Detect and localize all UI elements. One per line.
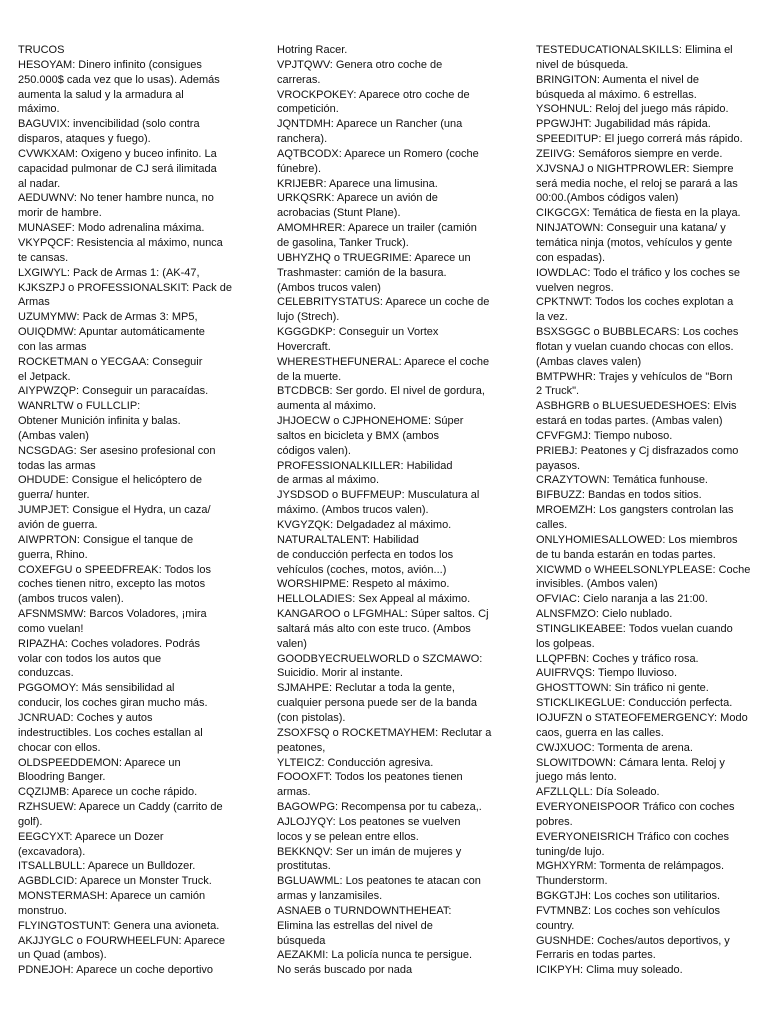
text-line: (con pistolas). — [277, 711, 346, 724]
text-line: como vuelan! — [18, 622, 84, 635]
text-line: PGGOMOY: Más sensibilidad al — [18, 682, 175, 695]
text-line: el Jetpack. — [18, 370, 71, 383]
text-line: NCSGDAG: Ser asesino profesional con — [18, 444, 216, 457]
text-line: PROFESSIONALKILLER: Habilidad — [277, 459, 453, 472]
text-line: IOJUFZN o STATEOFEMERGENCY: Modo — [536, 711, 748, 724]
text-line: JCNRUAD: Coches y autos — [18, 711, 153, 724]
text-line: 2 Truck". — [536, 385, 580, 398]
text-line: XICWMD o WHEELSONLYPLEASE: Coche — [536, 563, 751, 576]
text-line: 00:00.(Ambos códigos valen) — [536, 192, 679, 205]
text-line: EVERYONEISRICH Tráfico con coches — [536, 830, 729, 843]
text-column-3 — [536, 43, 752, 978]
text-line: HELLOLADIES: Sex Appeal al máximo. — [277, 593, 471, 606]
text-line: VROCKPOKEY: Aparece otro coche de — [277, 88, 470, 101]
text-column-2 — [277, 43, 497, 978]
text-line: VKYPQCF: Resistencia al máximo, nunca — [18, 236, 223, 249]
text-line: AIYPWZQP: Conseguir un paracaídas. — [18, 385, 209, 398]
text-line: CIKGCGX: Temática de fiesta en la playa. — [536, 207, 741, 220]
text-line: ALNSFMZO: Cielo nublado. — [536, 608, 673, 621]
text-line: KGGGDKP: Conseguir un Vortex — [277, 326, 439, 339]
text-line: JYSDSOD o BUFFMEUP: Musculatura al — [277, 489, 480, 502]
text-line: GUSNHDE: Coches/autos deportivos, y — [536, 934, 730, 947]
text-line: NINJATOWN: Conseguir una katana/ y — [536, 222, 726, 235]
text-line: BMTPWHR: Trajes y vehículos de "Born — [536, 370, 733, 383]
text-line: KJKSZPJ o PROFESSIONALSKIT: Pack de — [18, 281, 232, 294]
text-line: caos, guerra en las calles. — [536, 726, 664, 739]
text-line: BAGOWPG: Recompensa por tu cabeza,. — [277, 801, 482, 814]
text-line: PRIEBJ: Peatones y Cj disfrazados como — [536, 444, 739, 457]
text-line: Suicidio. Morir al instante. — [277, 667, 403, 680]
text-line: AMOMHRER: Aparece un trailer (camión — [277, 222, 477, 235]
text-line: JUMPJET: Consigue el Hydra, un caza/ — [18, 504, 211, 517]
text-line: Thunderstorm. — [536, 875, 608, 888]
text-line: golf). — [18, 815, 43, 828]
text-line: Elimina las estrellas del nivel de — [277, 919, 433, 932]
text-line: fúnebre). — [277, 162, 322, 175]
text-line: todas las armas — [18, 459, 96, 472]
text-line: temática ninja (motos, vehículos y gente — [536, 236, 733, 249]
text-line: FOOOXFT: Todos los peatones tienen — [277, 771, 463, 784]
text-line: conducir, los coches giran mucho más. — [18, 697, 208, 710]
text-line: (excavadora). — [18, 845, 86, 858]
text-line: CFVFGMJ: Tiempo nuboso. — [536, 429, 673, 442]
text-line: te cansas. — [18, 251, 69, 264]
text-line: MROEMZH: Los gangsters controlan las — [536, 504, 734, 517]
text-line: calles. — [536, 519, 568, 531]
text-line: MONSTERMASH: Aparece un camión — [18, 890, 206, 903]
text-line: JQNTDMH: Aparece un Rancher (una — [277, 118, 463, 131]
text-line: ZEIIVG: Semáforos siempre en verde. — [536, 147, 723, 160]
text-line: competición. — [277, 103, 339, 116]
text-line: VPJTQWV: Genera otro coche de — [277, 58, 443, 71]
text-line: carreras. — [277, 73, 321, 86]
text-line: CELEBRITYSTATUS: Aparece un coche de — [277, 296, 490, 309]
text-line: vuelven negros. — [536, 281, 614, 294]
text-line: guerra/ hunter. — [18, 489, 90, 502]
text-line: peatones, — [277, 741, 326, 754]
text-line: cualquier persona puede ser de la banda — [277, 697, 477, 710]
text-line: acrobacias (Stunt Plane). — [277, 207, 401, 220]
text-line: PDNEJOH: Aparece un coche deportivo — [18, 964, 214, 977]
text-line: con espadas). — [536, 251, 606, 264]
text-line: BTCDBCB: Ser gordo. El nivel de gordura, — [277, 385, 485, 398]
text-line: aumenta la salud y la armadura al — [18, 88, 184, 101]
text-line: la vez. — [536, 311, 568, 324]
text-line: morir de hambre. — [18, 207, 102, 220]
text-line: ONLYHOMIESALLOWED: Los miembros — [536, 533, 738, 546]
text-line: chocar con ellos. — [18, 741, 101, 754]
text-line: RIPAZHA: Coches voladores. Podrás — [18, 637, 200, 650]
text-line: armas. — [277, 786, 311, 799]
text-line: AIWPRTON: Consigue el tanque de — [18, 533, 194, 546]
text-line: ranchera). — [277, 133, 328, 146]
text-line: payasos. — [536, 459, 581, 472]
text-line: de la muerte. — [277, 370, 342, 383]
text-line: GHOSTTOWN: Sin tráfico ni gente. — [536, 682, 709, 695]
text-line: PPGWJHT: Jugabilidad más rápida. — [536, 118, 711, 131]
text-line: estará en todas partes. (Ambas valen) — [536, 415, 723, 428]
text-line: FLYINGTOSTUNT: Genera una avioneta. — [18, 919, 220, 932]
text-line: URKQSRK: Aparece un avión de — [277, 192, 438, 205]
text-line: será media noche, el reloj se parará a las — [536, 177, 738, 190]
text-line: máximo. (Ambos trucos valen). — [277, 504, 429, 517]
text-line: locos y se pelean entre ellos. — [277, 830, 419, 843]
text-line: ZSOXFSQ o ROCKETMAYHEM: Reclutar a — [277, 726, 492, 739]
text-line: CRAZYTOWN: Temática funhouse. — [536, 474, 708, 487]
text-line: Hovercraft. — [277, 340, 331, 353]
text-line: STICKLIKEGLUE: Conducción perfecta. — [536, 697, 733, 710]
text-line: AFSNMSMW: Barcos Voladores, ¡mira — [18, 608, 207, 621]
text-line: BRINGITON: Aumenta el nivel de — [536, 73, 700, 86]
text-line: country. — [536, 919, 575, 932]
text-line: KRIJEBR: Aparece una limusina. — [277, 177, 438, 190]
text-line: LLQPFBN: Coches y tráfico rosa. — [536, 652, 699, 665]
text-line: ASNAEB o TURNDOWNTHEHEAT: — [277, 904, 452, 917]
text-line: EEGCYXT: Aparece un Dozer — [18, 830, 164, 843]
text-line: (Ambos trucos valen) — [277, 281, 381, 294]
text-line: TESTEDUCATIONALSKILLS: Elimina el — [536, 44, 733, 56]
text-line: MUNASEF: Modo adrenalina máxima. — [18, 222, 205, 235]
text-line: búsqueda al máximo. 6 estrellas. — [536, 88, 697, 101]
text-line: indestructibles. Los coches estallan al — [18, 726, 203, 739]
text-line: NATURALTALENT: Habilidad — [277, 533, 419, 546]
text-line: BSXSGGC o BUBBLECARS: Los coches — [536, 326, 739, 339]
text-line: juego más lento. — [536, 771, 617, 784]
text-line: MGHXYRM: Tormenta de relámpagos. — [536, 860, 725, 873]
text-line: HESOYAM: Dinero infinito (consigues — [18, 58, 202, 71]
text-line: CQZIJMB: Aparece un coche rápido. — [18, 786, 198, 799]
text-line: BGKGTJH: Los coches son utilitarios. — [536, 890, 721, 903]
text-line: al nadar. — [18, 177, 61, 190]
text-line: un Quad (ambos). — [18, 949, 107, 962]
text-line: COXEFGU o SPEEDFREAK: Todos los — [18, 563, 211, 576]
text-line: STINGLIKEABEE: Todos vuelan cuando — [536, 622, 733, 635]
text-line: BGLUAWML: Los peatones te atacan con — [277, 875, 481, 888]
text-line: tuning/de lujo. — [536, 845, 605, 858]
text-line: UBHYZHQ o TRUEGRIME: Aparece un — [277, 251, 471, 264]
text-line: prostitutas. — [277, 860, 331, 873]
text-line: AQTBCODX: Aparece un Romero (coche — [277, 147, 479, 160]
text-line: avión de guerra. — [18, 519, 98, 531]
text-line: YLTEICZ: Conducción agresiva. — [277, 756, 434, 769]
text-line: saltos en bicicleta y BMX (ambos — [277, 429, 440, 442]
text-line: ROCKETMAN o YECGAA: Conseguir — [18, 355, 203, 368]
text-line: CWJXUOC: Tormenta de arena. — [536, 741, 693, 754]
text-column-1 — [18, 43, 250, 978]
text-line: BIFBUZZ: Bandas en todos sitios. — [536, 489, 702, 502]
text-line: AUIFRVQS: Tiempo lluvioso. — [536, 667, 678, 680]
text-line: de conducción perfecta en todos los — [277, 548, 454, 561]
text-line: AEDUWNV: No tener hambre nunca, no — [18, 192, 214, 205]
text-line: AKJJYGLC o FOURWHEELFUN: Aparece — [18, 934, 226, 947]
text-line: GOODBYECRUELWORLD o SZCMAWO: — [277, 652, 483, 665]
text-line: valen) — [277, 637, 307, 650]
text-line: lujo (Strech). — [277, 311, 340, 324]
text-line: (Ambas claves valen) — [536, 355, 642, 368]
text-line: WORSHIPME: Respeto al máximo. — [277, 578, 450, 591]
text-line: CPKTNWT: Todos los coches explotan a — [536, 296, 734, 309]
text-line: de tu banda estarán en todas partes. — [536, 548, 716, 561]
text-line: SPEEDITUP: El juego correrá más rápido. — [536, 133, 743, 146]
text-line: Obtener Munición infinita y balas. — [18, 415, 181, 428]
text-line: Ferraris en todas partes. — [536, 949, 656, 962]
text-line: volar con todos los autos que — [18, 652, 162, 665]
text-line: máximo. — [18, 103, 60, 116]
text-line: vehículos (coches, motos, avión...) — [277, 563, 447, 576]
text-line: JHJOECW o CJPHONEHOME: Súper — [277, 415, 464, 428]
text-line: de armas al máximo. — [277, 474, 380, 487]
text-line: códigos valen). — [277, 444, 351, 457]
text-line: Armas — [18, 296, 50, 309]
text-line: BAGUVIX: invencibilidad (solo contra — [18, 118, 200, 131]
text-line: UZUMYMW: Pack de Armas 3: MP5, — [18, 311, 198, 324]
text-line: invisibles. (Ambos valen) — [536, 578, 658, 591]
text-line: coches tienen nitro, excepto las motos — [18, 578, 206, 591]
text-line: EVERYONEISPOOR Tráfico con coches — [536, 801, 735, 814]
text-line: capacidad pulmonar de CJ será ilimitada — [18, 162, 217, 175]
text-line: LXGIWYL: Pack de Armas 1: (AK-47, — [18, 266, 200, 279]
text-line: WANRLTW o FULLCLIP: — [18, 400, 141, 413]
text-line: BEKKNQV: Ser un imán de mujeres y — [277, 845, 462, 858]
text-line: de gasolina, Tanker Truck). — [277, 236, 409, 249]
text-line: AEZAKMI: La policía nunca te persigue. — [277, 949, 473, 962]
text-line: (ambos trucos valen). — [18, 593, 124, 606]
text-line: SLOWITDOWN: Cámara lenta. Reloj y — [536, 756, 725, 769]
text-line: No serás buscado por nada — [277, 964, 413, 977]
text-line: (Ambas valen) — [18, 429, 89, 442]
text-line: armas y lanzamisiles. — [277, 890, 383, 903]
text-line: OHDUDE: Consigue el helicóptero de — [18, 474, 203, 487]
text-line: conduzcas. — [18, 667, 74, 680]
text-line: OLDSPEEDDEMON: Aparece un — [18, 756, 181, 769]
text-line: CVWKXAM: Oxigeno y buceo infinito. La — [18, 147, 217, 160]
text-line: AGBDLCID: Aparece un Monster Truck. — [18, 875, 212, 888]
text-line: YSOHNUL: Reloj del juego más rápido. — [536, 103, 729, 116]
text-line: guerra, Rhino. — [18, 548, 88, 561]
text-line: OFVIAC: Cielo naranja a las 21:00. — [536, 593, 708, 606]
text-line: ICIKPYH: Clima muy soleado. — [536, 964, 683, 977]
text-line: IOWDLAC: Todo el tráfico y los coches se — [536, 266, 740, 279]
text-line: KVGYZQK: Delgadadez al máximo. — [277, 519, 452, 531]
text-line: AFZLLQLL: Día Soleado. — [536, 786, 660, 799]
text-line: aumenta al máximo. — [277, 400, 377, 413]
text-line: disparos, ataques y fuego). — [18, 133, 151, 146]
text-line: Trashmaster: camión de la basura. — [277, 266, 447, 279]
text-line: con las armas — [18, 340, 87, 353]
text-line: saltará más alto con este truco. (Ambos — [277, 622, 471, 635]
text-line: TRUCOS — [18, 44, 65, 56]
text-line: flotan y vuelan cuando chocas con ellos. — [536, 340, 734, 353]
text-line: nivel de búsqueda. — [536, 58, 629, 71]
text-line: los golpeas. — [536, 637, 595, 650]
text-line: WHERESTHEFUNERAL: Aparece el coche — [277, 355, 490, 368]
text-line: KANGAROO o LFGMHAL: Súper saltos. Cj — [277, 608, 489, 621]
text-line: FVTMNBZ: Los coches son vehículos — [536, 904, 721, 917]
text-line: SJMAHPE: Reclutar a toda la gente, — [277, 682, 455, 695]
text-line: Hotring Racer. — [277, 44, 348, 56]
text-line: XJVSNAJ o NIGHTPROWLER: Siempre — [536, 162, 734, 175]
text-line: ITSALLBULL: Aparece un Bulldozer. — [18, 860, 196, 873]
text-line: monstruo. — [18, 904, 67, 917]
text-line: OUIQDMW: Apuntar automáticamente — [18, 326, 205, 339]
text-line: ASBHGRB o BLUESUEDESHOES: Elvis — [536, 400, 737, 413]
text-line: Bloodring Banger. — [18, 771, 106, 784]
text-line: 250.000$ cada vez que lo usas). Además — [18, 73, 220, 86]
text-line: pobres. — [536, 815, 573, 828]
text-line: búsqueda — [277, 934, 326, 947]
text-line: AJLOJYQY: Los peatones se vuelven — [277, 815, 461, 828]
text-line: RZHSUEW: Aparece un Caddy (carrito de — [18, 801, 223, 814]
